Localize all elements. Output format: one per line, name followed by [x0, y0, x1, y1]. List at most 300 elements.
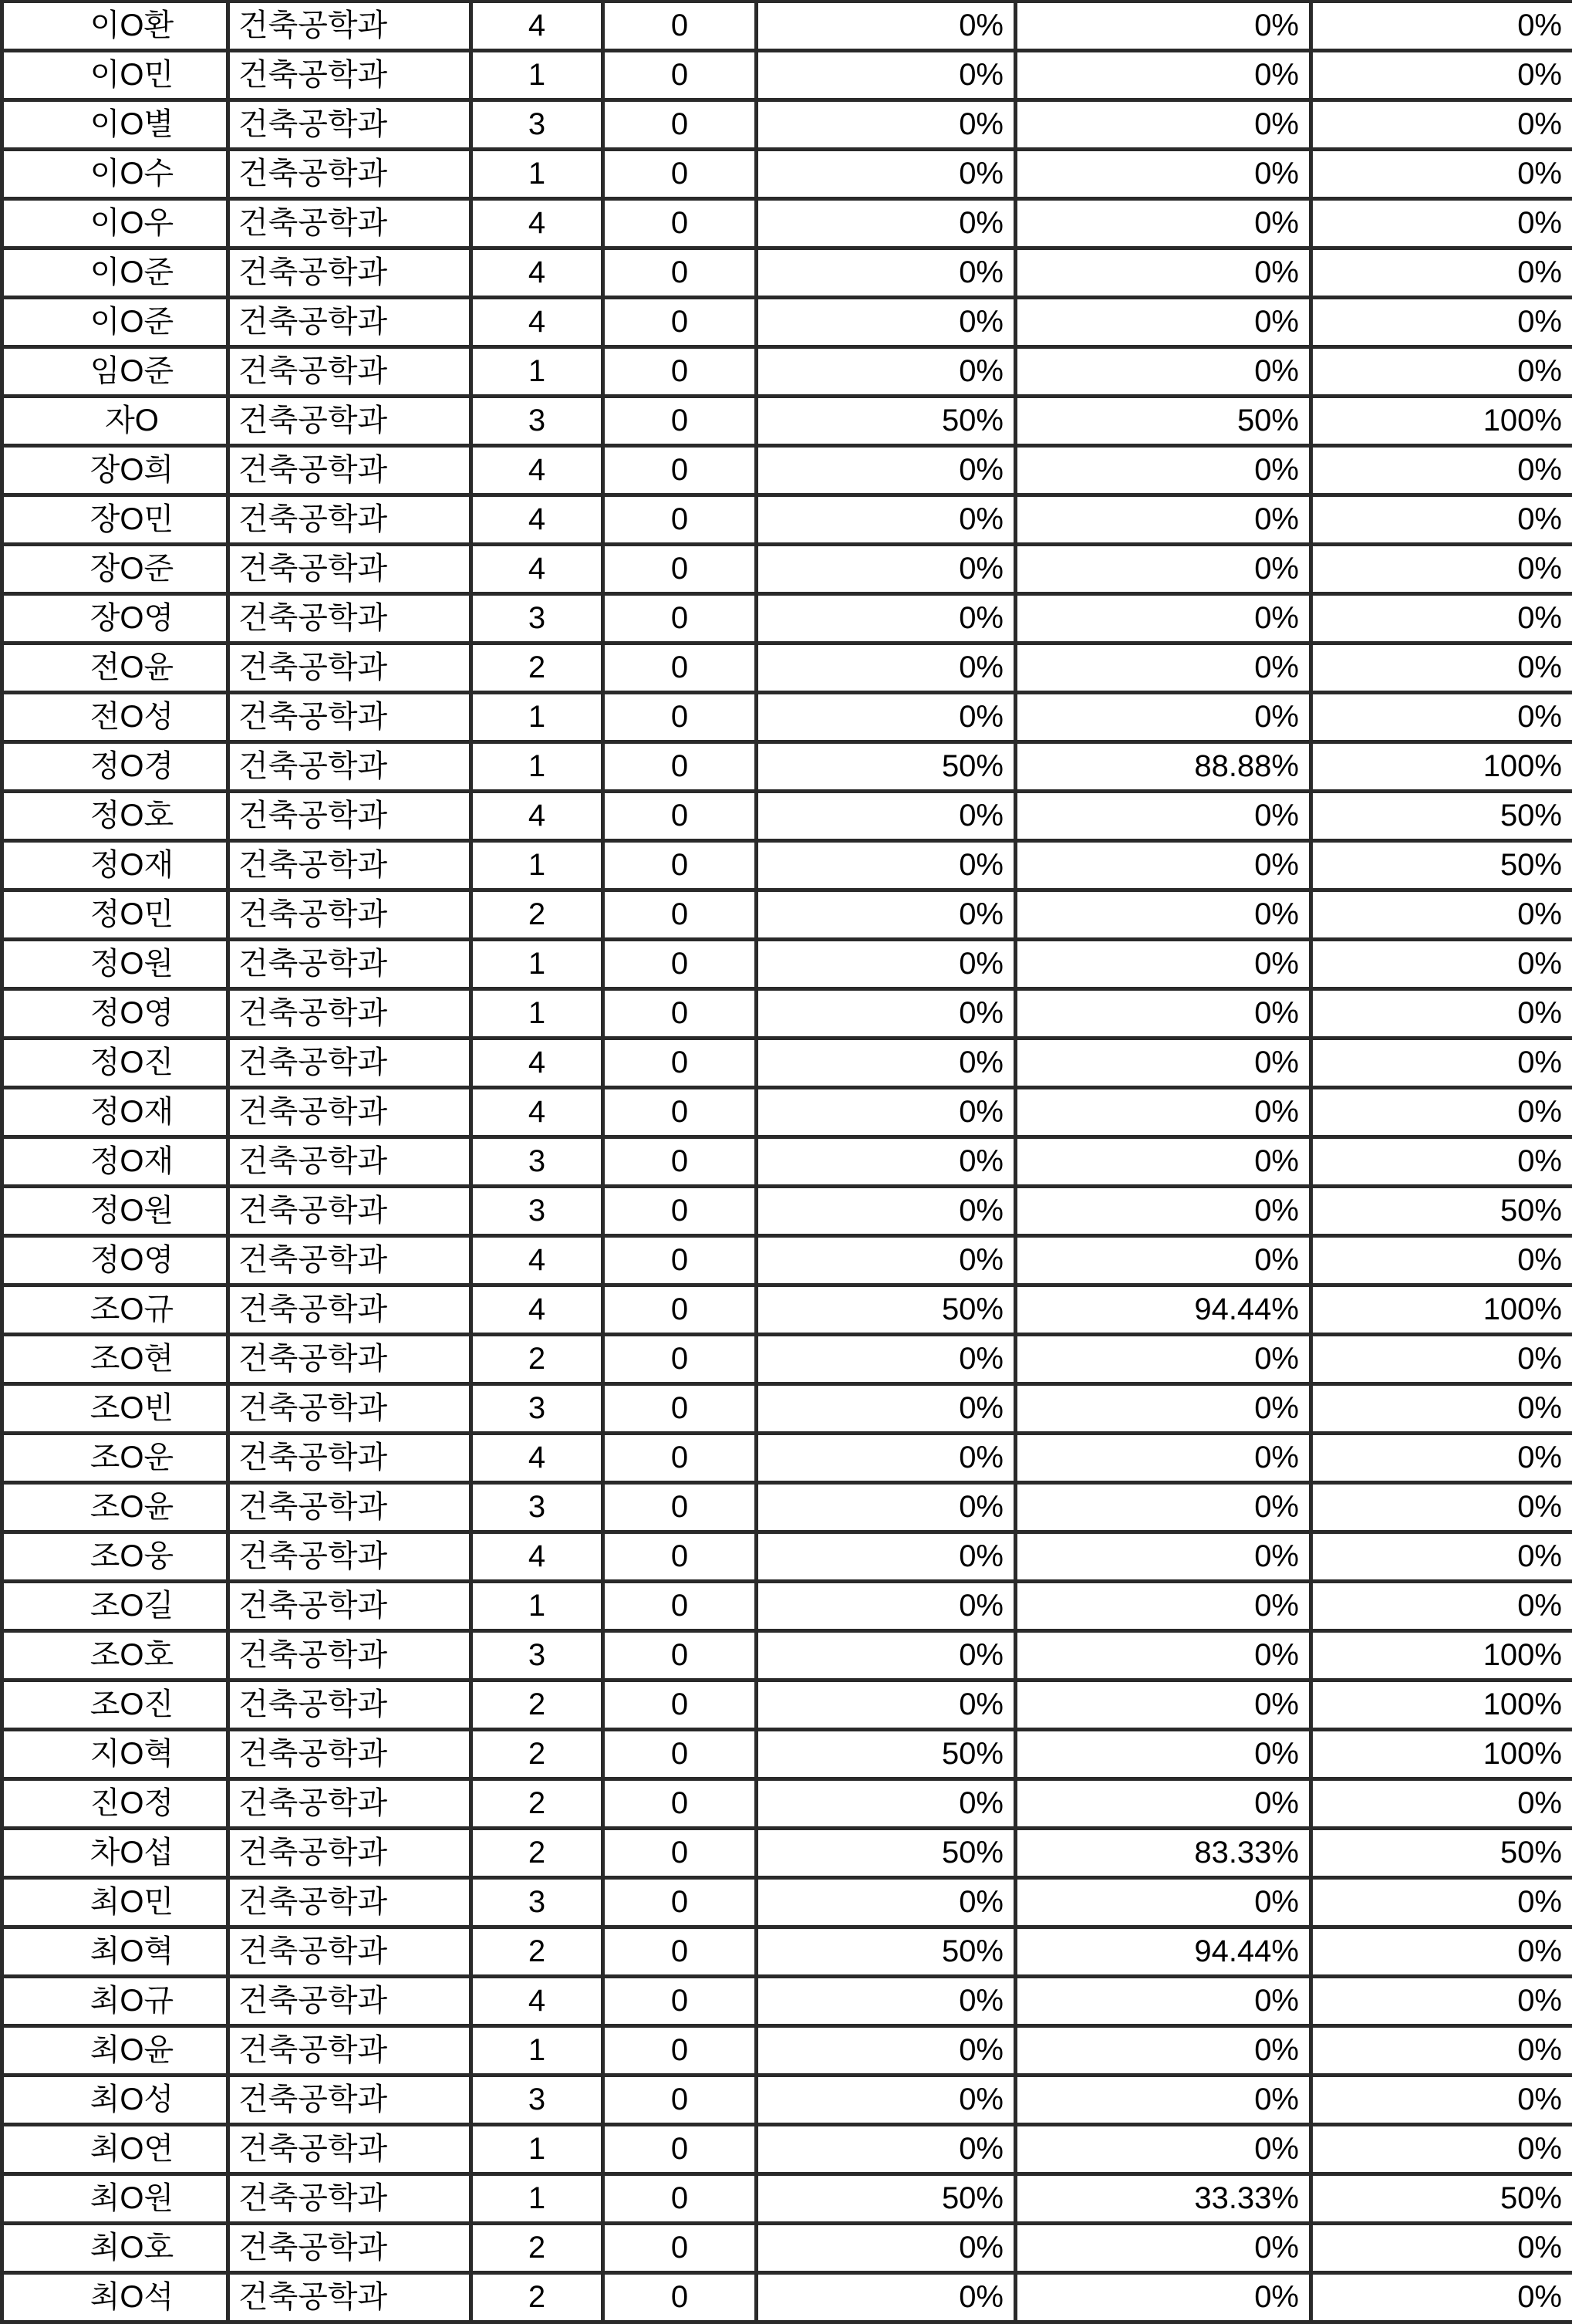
table-row — [4, 1633, 1572, 1682]
percent-1-cell: 50% — [758, 1929, 1017, 1978]
percent-3-cell: 0% — [1313, 1238, 1572, 1287]
percent-3-cell: 0% — [1313, 151, 1572, 201]
student-name-cell: 지O혁 — [4, 1731, 230, 1781]
student-name-cell: 정O경 — [4, 744, 230, 793]
table-row — [4, 1534, 1572, 1583]
percent-2-cell: 0% — [1017, 1731, 1313, 1781]
percent-1-cell: 0% — [758, 1485, 1017, 1534]
department-cell: 건축공학과 — [230, 497, 473, 546]
table-row — [4, 1682, 1572, 1731]
student-name-cell: 장O민 — [4, 497, 230, 546]
grade-cell: 1 — [473, 349, 605, 398]
grade-cell: 1 — [473, 2028, 605, 2077]
grade-cell: 2 — [473, 2225, 605, 2275]
percent-1-cell: 0% — [758, 596, 1017, 645]
grade-cell: 3 — [473, 1880, 605, 1929]
table-row — [4, 892, 1572, 941]
percent-3-cell: 0% — [1313, 201, 1572, 250]
percent-2-cell: 0% — [1017, 1485, 1313, 1534]
percent-3-cell: 0% — [1313, 892, 1572, 941]
student-name-cell: 전O성 — [4, 694, 230, 744]
table-row — [4, 645, 1572, 694]
percent-2-cell: 0% — [1017, 201, 1313, 250]
percent-2-cell: 0% — [1017, 1880, 1313, 1929]
count-cell: 0 — [605, 546, 758, 596]
table-row — [4, 2176, 1572, 2225]
department-cell: 건축공학과 — [230, 1040, 473, 1089]
percent-1-cell: 0% — [758, 250, 1017, 299]
student-name-cell: 이O별 — [4, 102, 230, 151]
percent-3-cell: 0% — [1313, 52, 1572, 102]
percent-3-cell: 0% — [1313, 1139, 1572, 1188]
student-name-cell: 최O연 — [4, 2126, 230, 2176]
count-cell: 0 — [605, 744, 758, 793]
percent-2-cell: 0% — [1017, 1089, 1313, 1139]
count-cell: 0 — [605, 1583, 758, 1633]
grade-cell: 2 — [473, 1781, 605, 1830]
count-cell: 0 — [605, 793, 758, 843]
count-cell: 0 — [605, 1633, 758, 1682]
count-cell: 0 — [605, 2028, 758, 2077]
percent-1-cell: 0% — [758, 1238, 1017, 1287]
student-name-cell: 정O재 — [4, 843, 230, 892]
table-row — [4, 1485, 1572, 1534]
table-row — [4, 349, 1572, 398]
student-name-cell: 조O윤 — [4, 1485, 230, 1534]
student-name-cell: 정O호 — [4, 793, 230, 843]
percent-1-cell: 0% — [758, 2126, 1017, 2176]
grade-cell: 4 — [473, 1978, 605, 2028]
grade-cell: 1 — [473, 941, 605, 991]
grade-cell: 1 — [473, 991, 605, 1040]
percent-2-cell: 0% — [1017, 2275, 1313, 2324]
count-cell: 0 — [605, 941, 758, 991]
percent-2-cell: 0% — [1017, 941, 1313, 991]
percent-2-cell: 0% — [1017, 1336, 1313, 1386]
percent-1-cell: 0% — [758, 1781, 1017, 1830]
count-cell: 0 — [605, 250, 758, 299]
department-cell: 건축공학과 — [230, 1978, 473, 2028]
grade-cell: 4 — [473, 299, 605, 349]
department-cell: 건축공학과 — [230, 1633, 473, 1682]
student-name-cell: 조O운 — [4, 1435, 230, 1485]
table-row — [4, 1435, 1572, 1485]
percent-2-cell: 0% — [1017, 843, 1313, 892]
table-row — [4, 1830, 1572, 1880]
grade-cell: 4 — [473, 497, 605, 546]
table-row — [4, 2126, 1572, 2176]
grade-cell: 4 — [473, 250, 605, 299]
percent-3-cell: 0% — [1313, 941, 1572, 991]
percent-1-cell: 0% — [758, 1583, 1017, 1633]
count-cell: 0 — [605, 1978, 758, 2028]
count-cell: 0 — [605, 1040, 758, 1089]
grade-cell: 4 — [473, 546, 605, 596]
grade-cell: 4 — [473, 1040, 605, 1089]
percent-3-cell: 0% — [1313, 1978, 1572, 2028]
student-name-cell: 정O민 — [4, 892, 230, 941]
count-cell: 0 — [605, 151, 758, 201]
count-cell: 0 — [605, 448, 758, 497]
table-row — [4, 201, 1572, 250]
grade-cell: 1 — [473, 1583, 605, 1633]
department-cell: 건축공학과 — [230, 2225, 473, 2275]
grade-cell: 3 — [473, 1188, 605, 1238]
percent-1-cell: 0% — [758, 793, 1017, 843]
percent-1-cell: 0% — [758, 2077, 1017, 2126]
table-row — [4, 250, 1572, 299]
percent-3-cell: 0% — [1313, 2275, 1572, 2324]
percent-3-cell: 0% — [1313, 497, 1572, 546]
percent-1-cell: 0% — [758, 151, 1017, 201]
percent-1-cell: 0% — [758, 1188, 1017, 1238]
grade-cell: 4 — [473, 201, 605, 250]
department-cell: 건축공학과 — [230, 2028, 473, 2077]
percent-2-cell: 0% — [1017, 1534, 1313, 1583]
department-cell: 건축공학과 — [230, 349, 473, 398]
student-name-cell: 이O환 — [4, 3, 230, 52]
department-cell: 건축공학과 — [230, 892, 473, 941]
percent-1-cell: 0% — [758, 694, 1017, 744]
student-name-cell: 정O재 — [4, 1089, 230, 1139]
percent-1-cell: 0% — [758, 102, 1017, 151]
table-row — [4, 1238, 1572, 1287]
percent-2-cell: 0% — [1017, 596, 1313, 645]
percent-2-cell: 0% — [1017, 793, 1313, 843]
percent-1-cell: 0% — [758, 1633, 1017, 1682]
percent-1-cell: 0% — [758, 1089, 1017, 1139]
percent-3-cell: 0% — [1313, 596, 1572, 645]
count-cell: 0 — [605, 1238, 758, 1287]
department-cell: 건축공학과 — [230, 299, 473, 349]
student-name-cell: 최O호 — [4, 2225, 230, 2275]
department-cell: 건축공학과 — [230, 694, 473, 744]
grade-cell: 2 — [473, 645, 605, 694]
percent-3-cell: 0% — [1313, 1880, 1572, 1929]
table-row — [4, 2225, 1572, 2275]
table-row — [4, 398, 1572, 448]
department-cell: 건축공학과 — [230, 1089, 473, 1139]
department-cell: 건축공학과 — [230, 991, 473, 1040]
percent-3-cell: 0% — [1313, 1781, 1572, 1830]
percent-2-cell: 0% — [1017, 102, 1313, 151]
percent-2-cell: 0% — [1017, 2077, 1313, 2126]
percent-3-cell: 0% — [1313, 2077, 1572, 2126]
percent-1-cell: 0% — [758, 1040, 1017, 1089]
percent-2-cell: 0% — [1017, 250, 1313, 299]
percent-2-cell: 33.33% — [1017, 2176, 1313, 2225]
percent-3-cell: 0% — [1313, 1040, 1572, 1089]
percent-1-cell: 0% — [758, 1534, 1017, 1583]
department-cell: 건축공학과 — [230, 2275, 473, 2324]
department-cell: 건축공학과 — [230, 793, 473, 843]
department-cell: 건축공학과 — [230, 250, 473, 299]
table-row — [4, 694, 1572, 744]
grade-cell: 2 — [473, 1682, 605, 1731]
percent-2-cell: 0% — [1017, 1435, 1313, 1485]
percent-2-cell: 0% — [1017, 991, 1313, 1040]
count-cell: 0 — [605, 349, 758, 398]
percent-3-cell: 50% — [1313, 843, 1572, 892]
table-row — [4, 497, 1572, 546]
percent-2-cell: 0% — [1017, 3, 1313, 52]
student-name-cell: 최O혁 — [4, 1929, 230, 1978]
percent-3-cell: 0% — [1313, 1485, 1572, 1534]
student-name-cell: 자O — [4, 398, 230, 448]
department-cell: 건축공학과 — [230, 398, 473, 448]
student-name-cell: 최O규 — [4, 1978, 230, 2028]
percent-2-cell: 0% — [1017, 2028, 1313, 2077]
count-cell: 0 — [605, 201, 758, 250]
percent-2-cell: 0% — [1017, 497, 1313, 546]
percent-1-cell: 0% — [758, 1682, 1017, 1731]
department-cell: 건축공학과 — [230, 1386, 473, 1435]
percent-1-cell: 0% — [758, 1880, 1017, 1929]
department-cell: 건축공학과 — [230, 1287, 473, 1336]
department-cell: 건축공학과 — [230, 201, 473, 250]
count-cell: 0 — [605, 991, 758, 1040]
count-cell: 0 — [605, 3, 758, 52]
student-name-cell: 정O영 — [4, 1238, 230, 1287]
table-row — [4, 941, 1572, 991]
percent-3-cell: 100% — [1313, 1287, 1572, 1336]
student-name-cell: 최O윤 — [4, 2028, 230, 2077]
grade-cell: 3 — [473, 1139, 605, 1188]
percent-2-cell: 0% — [1017, 1188, 1313, 1238]
count-cell: 0 — [605, 1880, 758, 1929]
percent-1-cell: 0% — [758, 1978, 1017, 2028]
count-cell: 0 — [605, 1682, 758, 1731]
percent-1-cell: 0% — [758, 645, 1017, 694]
percent-1-cell: 0% — [758, 546, 1017, 596]
percent-1-cell: 0% — [758, 991, 1017, 1040]
grade-cell: 1 — [473, 2126, 605, 2176]
percent-2-cell: 0% — [1017, 892, 1313, 941]
percent-1-cell: 50% — [758, 1830, 1017, 1880]
department-cell: 건축공학과 — [230, 102, 473, 151]
percent-1-cell: 50% — [758, 398, 1017, 448]
count-cell: 0 — [605, 1830, 758, 1880]
table-row — [4, 1336, 1572, 1386]
grade-cell: 4 — [473, 1089, 605, 1139]
student-name-cell: 장O준 — [4, 546, 230, 596]
grade-cell: 4 — [473, 1435, 605, 1485]
department-cell: 건축공학과 — [230, 2126, 473, 2176]
grade-cell: 2 — [473, 2275, 605, 2324]
percent-3-cell: 0% — [1313, 1386, 1572, 1435]
percent-3-cell: 100% — [1313, 1731, 1572, 1781]
department-cell: 건축공학과 — [230, 1485, 473, 1534]
student-name-cell: 조O길 — [4, 1583, 230, 1633]
department-cell: 건축공학과 — [230, 546, 473, 596]
percent-2-cell: 94.44% — [1017, 1929, 1313, 1978]
department-cell: 건축공학과 — [230, 941, 473, 991]
percent-1-cell: 0% — [758, 349, 1017, 398]
count-cell: 0 — [605, 1287, 758, 1336]
student-name-cell: 정O영 — [4, 991, 230, 1040]
percent-2-cell: 88.88% — [1017, 744, 1313, 793]
count-cell: 0 — [605, 645, 758, 694]
student-name-cell: 조O규 — [4, 1287, 230, 1336]
table-row — [4, 2275, 1572, 2324]
percent-3-cell: 0% — [1313, 645, 1572, 694]
percent-1-cell: 0% — [758, 843, 1017, 892]
percent-2-cell: 0% — [1017, 1583, 1313, 1633]
department-cell: 건축공학과 — [230, 2077, 473, 2126]
department-cell: 건축공학과 — [230, 1534, 473, 1583]
percent-2-cell: 0% — [1017, 1781, 1313, 1830]
table-row — [4, 793, 1572, 843]
percent-2-cell: 0% — [1017, 1040, 1313, 1089]
percent-3-cell: 0% — [1313, 448, 1572, 497]
table-row — [4, 2077, 1572, 2126]
percent-2-cell: 0% — [1017, 299, 1313, 349]
percent-3-cell: 0% — [1313, 1336, 1572, 1386]
percent-2-cell: 94.44% — [1017, 1287, 1313, 1336]
table-row — [4, 843, 1572, 892]
percent-3-cell: 0% — [1313, 250, 1572, 299]
department-cell: 건축공학과 — [230, 1435, 473, 1485]
count-cell: 0 — [605, 892, 758, 941]
grade-cell: 2 — [473, 1336, 605, 1386]
grade-cell: 3 — [473, 1633, 605, 1682]
percent-2-cell: 0% — [1017, 1386, 1313, 1435]
count-cell: 0 — [605, 1435, 758, 1485]
department-cell: 건축공학과 — [230, 1238, 473, 1287]
table-row — [4, 2028, 1572, 2077]
percent-3-cell: 0% — [1313, 1089, 1572, 1139]
grade-cell: 3 — [473, 398, 605, 448]
student-name-cell: 차O섭 — [4, 1830, 230, 1880]
department-cell: 건축공학과 — [230, 843, 473, 892]
grade-cell: 2 — [473, 1731, 605, 1781]
department-cell: 건축공학과 — [230, 448, 473, 497]
grade-cell: 1 — [473, 843, 605, 892]
student-name-cell: 이O준 — [4, 250, 230, 299]
count-cell: 0 — [605, 843, 758, 892]
count-cell: 0 — [605, 299, 758, 349]
percent-1-cell: 50% — [758, 744, 1017, 793]
table-row — [4, 52, 1572, 102]
percent-2-cell: 0% — [1017, 349, 1313, 398]
grade-cell: 3 — [473, 596, 605, 645]
student-name-cell: 이O민 — [4, 52, 230, 102]
percent-3-cell: 50% — [1313, 793, 1572, 843]
table-row — [4, 1386, 1572, 1435]
count-cell: 0 — [605, 1188, 758, 1238]
percent-2-cell: 0% — [1017, 1978, 1313, 2028]
percent-3-cell: 0% — [1313, 1534, 1572, 1583]
table-row — [4, 596, 1572, 645]
grade-cell: 1 — [473, 694, 605, 744]
count-cell: 0 — [605, 2126, 758, 2176]
student-name-cell: 최O석 — [4, 2275, 230, 2324]
percent-1-cell: 0% — [758, 52, 1017, 102]
percent-3-cell: 50% — [1313, 2176, 1572, 2225]
student-name-cell: 최O성 — [4, 2077, 230, 2126]
percent-2-cell: 0% — [1017, 1682, 1313, 1731]
count-cell: 0 — [605, 52, 758, 102]
table-row — [4, 744, 1572, 793]
count-cell: 0 — [605, 398, 758, 448]
percent-3-cell: 0% — [1313, 1583, 1572, 1633]
grade-cell: 4 — [473, 793, 605, 843]
student-name-cell: 조O호 — [4, 1633, 230, 1682]
table-row — [4, 3, 1572, 52]
grade-cell: 3 — [473, 2077, 605, 2126]
percent-2-cell: 0% — [1017, 546, 1313, 596]
grade-cell: 2 — [473, 892, 605, 941]
percent-3-cell: 0% — [1313, 991, 1572, 1040]
count-cell: 0 — [605, 102, 758, 151]
student-name-cell: 정O진 — [4, 1040, 230, 1089]
grade-cell: 3 — [473, 102, 605, 151]
percent-1-cell: 0% — [758, 2225, 1017, 2275]
percent-1-cell: 0% — [758, 1386, 1017, 1435]
percent-3-cell: 0% — [1313, 2126, 1572, 2176]
department-cell: 건축공학과 — [230, 1830, 473, 1880]
table-row — [4, 1287, 1572, 1336]
count-cell: 0 — [605, 1386, 758, 1435]
table-row — [4, 1880, 1572, 1929]
percent-3-cell: 100% — [1313, 398, 1572, 448]
percent-3-cell: 0% — [1313, 299, 1572, 349]
percent-2-cell: 0% — [1017, 1238, 1313, 1287]
percent-2-cell: 0% — [1017, 1139, 1313, 1188]
count-cell: 0 — [605, 1534, 758, 1583]
percent-1-cell: 0% — [758, 1139, 1017, 1188]
percent-2-cell: 0% — [1017, 1633, 1313, 1682]
percent-2-cell: 83.33% — [1017, 1830, 1313, 1880]
table-row — [4, 448, 1572, 497]
count-cell: 0 — [605, 1929, 758, 1978]
percent-1-cell: 50% — [758, 1287, 1017, 1336]
table-row — [4, 1583, 1572, 1633]
percent-3-cell: 0% — [1313, 2225, 1572, 2275]
percent-1-cell: 0% — [758, 1435, 1017, 1485]
percent-2-cell: 50% — [1017, 398, 1313, 448]
table-row — [4, 1731, 1572, 1781]
grade-cell: 3 — [473, 1386, 605, 1435]
percent-3-cell: 100% — [1313, 744, 1572, 793]
percent-3-cell: 0% — [1313, 694, 1572, 744]
student-name-cell: 조O진 — [4, 1682, 230, 1731]
percent-3-cell: 0% — [1313, 546, 1572, 596]
grade-cell: 4 — [473, 1287, 605, 1336]
student-name-cell: 조O빈 — [4, 1386, 230, 1435]
grade-cell: 4 — [473, 1238, 605, 1287]
student-name-cell: 전O윤 — [4, 645, 230, 694]
percent-3-cell: 0% — [1313, 3, 1572, 52]
student-name-cell: 정O재 — [4, 1139, 230, 1188]
percent-2-cell: 0% — [1017, 2225, 1313, 2275]
grade-cell: 4 — [473, 448, 605, 497]
grade-cell: 1 — [473, 52, 605, 102]
count-cell: 0 — [605, 1336, 758, 1386]
percent-1-cell: 0% — [758, 1336, 1017, 1386]
grade-cell: 1 — [473, 744, 605, 793]
percent-1-cell: 0% — [758, 2275, 1017, 2324]
table-row — [4, 1040, 1572, 1089]
count-cell: 0 — [605, 1731, 758, 1781]
student-name-cell: 조O웅 — [4, 1534, 230, 1583]
grade-cell: 2 — [473, 1929, 605, 1978]
count-cell: 0 — [605, 2176, 758, 2225]
percent-3-cell: 0% — [1313, 349, 1572, 398]
department-cell: 건축공학과 — [230, 1336, 473, 1386]
department-cell: 건축공학과 — [230, 1880, 473, 1929]
student-name-cell: 이O우 — [4, 201, 230, 250]
